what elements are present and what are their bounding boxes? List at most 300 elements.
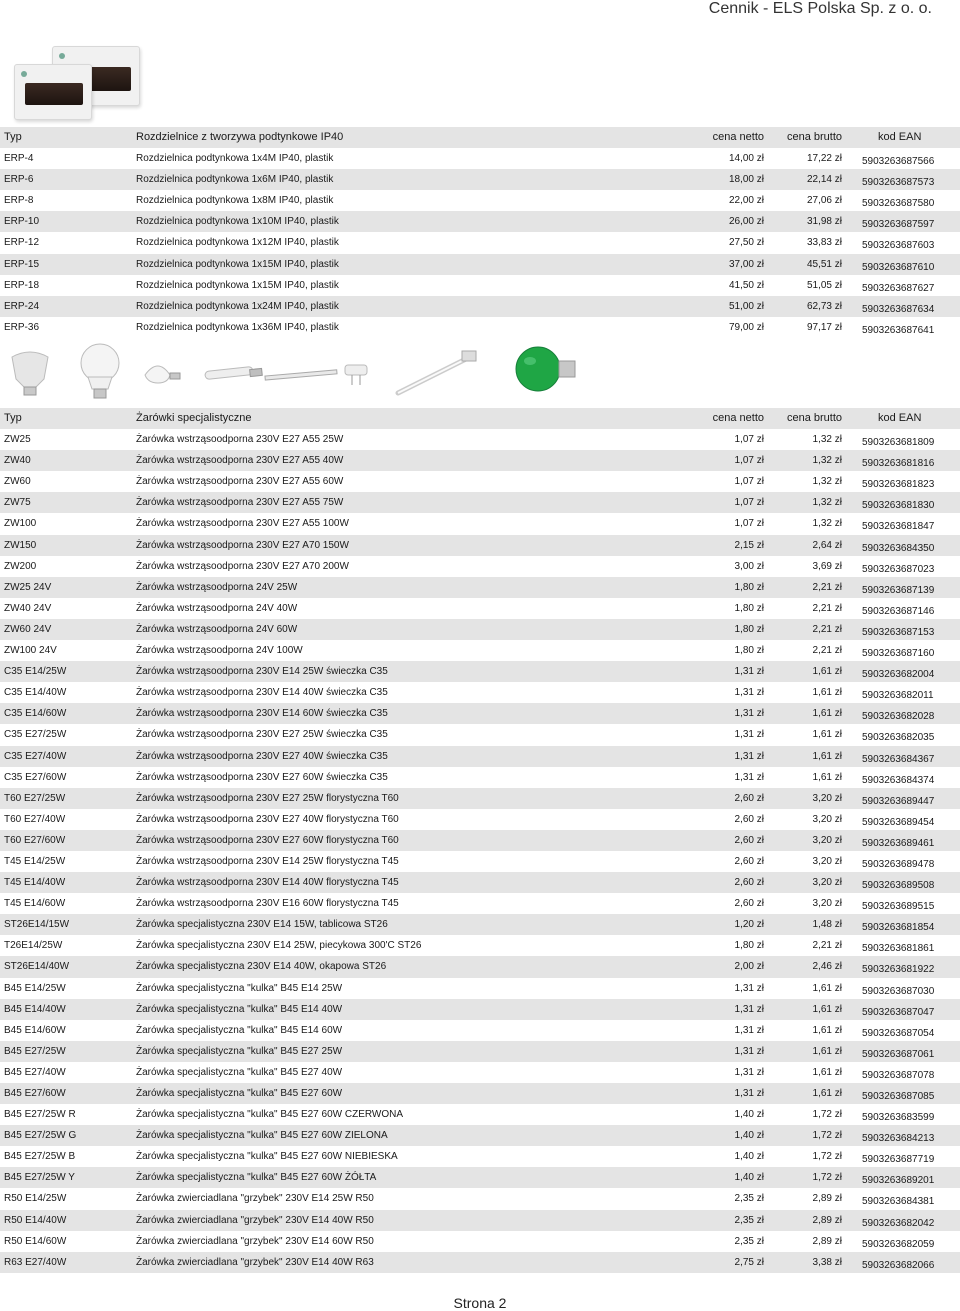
cell-name: Rozdzielnica podtynkowa 1x12M IP40, plastik	[136, 237, 339, 249]
cell-net: 26,00 zł	[728, 216, 764, 228]
cell-net: 1,07 zł	[734, 476, 764, 488]
table-row	[0, 513, 960, 534]
table-header-row	[0, 408, 960, 429]
header-ean: kod EAN	[878, 412, 922, 424]
cell-net: 2,60 zł	[734, 792, 764, 804]
cell-net: 1,07 zł	[734, 434, 764, 446]
cell-type: ZW60 24V	[4, 623, 52, 635]
cell-name: Żarówka specjalistyczna "kulka" B45 E27 60W NIEBIESKA	[136, 1151, 398, 1163]
table-row	[0, 492, 960, 513]
cell-net: 1,31 zł	[734, 687, 764, 699]
special-bulbs-table	[0, 408, 960, 1273]
cell-gross: 31,98 zł	[806, 216, 842, 228]
cell-gross: 1,61 zł	[812, 771, 842, 783]
distribution-box-photo	[0, 40, 140, 125]
cell-net: 1,07 zł	[734, 497, 764, 509]
cell-net: 1,80 zł	[734, 645, 764, 657]
cell-type: ZW60	[4, 476, 31, 488]
cell-ean: 5903263689478	[862, 858, 935, 870]
cell-type: B45 E27/25W	[4, 1045, 66, 1057]
cell-gross: 3,20 zł	[812, 813, 842, 825]
table-row	[0, 703, 960, 724]
cell-type: B45 E14/25W	[4, 982, 66, 994]
table-row	[0, 535, 960, 556]
cell-net: 1,80 zł	[734, 940, 764, 952]
cell-gross: 3,20 zł	[812, 877, 842, 889]
cell-ean: 5903263687566	[862, 156, 935, 168]
table-row	[0, 556, 960, 577]
cell-type: ZW25	[4, 434, 31, 446]
cell-type: ZW40 24V	[4, 602, 52, 614]
cell-net: 1,20 zł	[734, 919, 764, 931]
cell-type: B45 E27/25W G	[4, 1130, 77, 1142]
cell-ean: 5903263682042	[862, 1217, 935, 1229]
table-row	[0, 577, 960, 598]
candle-bulb-icon	[145, 366, 180, 383]
cell-type: ZW25 24V	[4, 581, 52, 593]
cell-gross: 1,72 zł	[812, 1130, 842, 1142]
table-row	[0, 1041, 960, 1062]
cell-name: Żarówka wstrząsoodporna 230V E27 A70 150W	[136, 539, 349, 551]
cell-gross: 1,72 zł	[812, 1151, 842, 1163]
table-row	[0, 275, 960, 296]
table-header-row	[0, 127, 960, 148]
table-row	[0, 317, 960, 338]
cell-net: 2,35 zł	[734, 1214, 764, 1226]
cell-name: Żarówka wstrząsoodporna 230V E14 40W florystyczna T45	[136, 877, 399, 889]
cell-ean: 5903263684213	[862, 1133, 935, 1145]
cell-ean: 5903263687641	[862, 324, 935, 336]
cell-type: R50 E14/25W	[4, 1193, 67, 1205]
cell-ean: 5903263682011	[862, 690, 934, 702]
cell-type: ZW150	[4, 539, 37, 551]
cell-name: Żarówka specjalistyczna "kulka" B45 E27 60W ZIELONA	[136, 1130, 388, 1142]
cell-type: ERP-10	[4, 216, 40, 228]
cell-ean: 5903263687047	[862, 1006, 935, 1018]
table-row	[0, 1146, 960, 1167]
cell-net: 2,60 zł	[734, 834, 764, 846]
cell-gross: 3,69 zł	[812, 560, 842, 572]
cell-net: 1,80 zł	[734, 623, 764, 635]
cell-net: 27,50 zł	[728, 237, 764, 249]
table-row	[0, 450, 960, 471]
table-row	[0, 809, 960, 830]
cell-type: C35 E14/60W	[4, 708, 67, 720]
cell-name: Rozdzielnica podtynkowa 1x24M IP40, plastik	[136, 300, 339, 312]
cell-type: B45 E14/40W	[4, 1003, 66, 1015]
header-gross: cena brutto	[786, 412, 842, 424]
cell-name: Żarówka wstrząsoodporna 230V E27 A55 25W	[136, 434, 344, 446]
cell-gross: 33,83 zł	[806, 237, 842, 249]
cell-gross: 45,51 zł	[806, 258, 842, 270]
cell-name: Żarówka specjalistyczna "kulka" B45 E14 40W	[136, 1003, 343, 1015]
cell-name: Żarówka wstrząsoodporna 230V E27 40W świeczka C35	[136, 750, 388, 762]
cell-net: 79,00 zł	[728, 321, 764, 333]
cell-type: ERP-6	[4, 174, 34, 186]
cell-name: Żarówka wstrząsoodporna 24V 25W	[136, 581, 298, 593]
cell-gross: 1,61 zł	[812, 1088, 842, 1099]
cell-net: 1,40 zł	[734, 1130, 764, 1142]
cell-type: ST26E14/15W	[4, 919, 70, 931]
cell-ean: 5903263687078	[862, 1069, 935, 1081]
cell-gross: 1,32 zł	[812, 497, 842, 509]
cell-net: 1,31 zł	[734, 750, 764, 762]
table-row	[0, 1210, 960, 1231]
cell-ean: 5903263687610	[862, 261, 935, 273]
cell-name: Żarówka specjalistyczna "kulka" B45 E14 25W	[136, 982, 343, 994]
cell-name: Żarówka zwierciadlana "grzybek" 230V E14 40W R50	[136, 1214, 374, 1226]
cell-gross: 2,89 zł	[812, 1214, 842, 1226]
cell-type: B45 E27/25W Y	[4, 1172, 75, 1184]
cell-ean: 5903263687153	[862, 626, 935, 638]
cell-net: 1,31 zł	[734, 666, 764, 678]
table-row	[0, 296, 960, 317]
cell-net: 1,31 zł	[734, 1088, 764, 1099]
cell-gross: 51,05 zł	[806, 279, 842, 291]
cell-gross: 62,73 zł	[806, 300, 842, 312]
table-row	[0, 830, 960, 851]
cell-gross: 22,14 zł	[806, 174, 842, 186]
cell-gross: 2,21 zł	[812, 602, 842, 614]
cell-name: Żarówka specjalistyczna "kulka" B45 E14 60W	[136, 1024, 343, 1036]
cell-name: Żarówka wstrząsoodporna 230V E27 A55 40W	[136, 455, 344, 467]
cell-ean: 5903263689508	[862, 880, 935, 892]
cell-name: Żarówka wstrząsoodporna 24V 60W	[136, 623, 298, 635]
linear-halogen-icon	[265, 370, 337, 380]
cell-net: 1,40 zł	[734, 1172, 764, 1184]
cell-name: Żarówka specjalistyczna "kulka" B45 E27 25W	[136, 1045, 343, 1057]
cell-type: ERP-18	[4, 279, 40, 291]
cell-net: 1,40 zł	[734, 1109, 764, 1121]
table-row	[0, 893, 960, 914]
cell-type: B45 E27/60W	[4, 1088, 66, 1099]
cell-ean: 5903263689454	[862, 816, 935, 828]
cell-type: R50 E14/40W	[4, 1214, 67, 1226]
table-row	[0, 1083, 960, 1104]
cell-gross: 3,20 zł	[812, 855, 842, 867]
cell-gross: 1,61 zł	[812, 1045, 842, 1057]
cell-name: Żarówka wstrząsoodporna 24V 40W	[136, 602, 298, 614]
cell-gross: 3,20 zł	[812, 792, 842, 804]
table-row	[0, 999, 960, 1020]
cell-name: Żarówka specjalistyczna "kulka" B45 E27 60W ŻÓŁTA	[136, 1172, 377, 1184]
cell-name: Żarówka wstrząsoodporna 230V E27 60W świeczka C35	[136, 771, 388, 783]
cell-ean: 5903263684350	[862, 542, 935, 554]
cell-name: Rozdzielnica podtynkowa 1x10M IP40, plastik	[136, 216, 339, 228]
reflector-bulb-icon	[12, 352, 48, 395]
cell-net: 2,75 zł	[734, 1256, 764, 1268]
cell-net: 18,00 zł	[728, 174, 764, 186]
tube-bulb-icon	[205, 367, 263, 380]
cell-type: C35 E14/40W	[4, 687, 67, 699]
cell-name: Żarówka wstrząsoodporna 230V E16 60W florystyczna T45	[136, 898, 399, 910]
cell-gross: 2,89 zł	[812, 1235, 842, 1247]
cell-net: 1,07 zł	[734, 518, 764, 530]
distribution-boxes-table	[0, 127, 960, 338]
cell-ean: 5903263687085	[862, 1091, 935, 1102]
cell-net: 22,00 zł	[728, 195, 764, 207]
cell-type: ERP-12	[4, 237, 40, 249]
table-row	[0, 1020, 960, 1041]
cell-ean: 5903263687054	[862, 1027, 935, 1039]
cell-ean: 5903263682028	[862, 711, 935, 723]
cell-name: Żarówka specjalistyczna "kulka" B45 E27 60W CZERWONA	[136, 1109, 404, 1121]
cell-net: 1,80 zł	[734, 581, 764, 593]
cell-name: Żarówka zwierciadlana "grzybek" 230V E14 25W R50	[136, 1193, 374, 1205]
table-row	[0, 640, 960, 661]
cell-ean: 5903263689201	[862, 1175, 935, 1187]
cell-net: 51,00 zł	[728, 300, 764, 312]
cell-net: 1,31 zł	[734, 1003, 764, 1015]
document-title: Cennik - ELS Polska Sp. z o. o.	[708, 0, 932, 17]
cell-type: ST26E14/40W	[4, 961, 70, 973]
cell-name: Żarówka wstrząsoodporna 230V E27 25W świeczka C35	[136, 729, 388, 741]
cell-name: Żarówka wstrząsoodporna 230V E27 25W florystyczna T60	[136, 792, 399, 804]
page-number: Strona 2	[453, 1295, 507, 1311]
cell-name: Żarówka specjalistyczna 230V E14 15W, tablicowa ST26	[136, 919, 388, 931]
cell-ean: 5903263681823	[862, 479, 935, 491]
cell-ean: 5903263687597	[862, 219, 935, 231]
cell-name: Żarówka wstrząsoodporna 230V E27 60W florystyczna T60	[136, 834, 399, 846]
cell-type: C35 E14/25W	[4, 666, 67, 678]
table-row	[0, 1167, 960, 1188]
cell-type: B45 E27/40W	[4, 1066, 66, 1078]
cell-ean: 5903263684367	[862, 753, 935, 765]
cell-net: 2,35 zł	[734, 1235, 764, 1247]
cell-type: T45 E14/25W	[4, 855, 66, 867]
cell-net: 2,60 zł	[734, 877, 764, 889]
table-row	[0, 851, 960, 872]
cell-net: 2,15 zł	[734, 539, 764, 551]
cell-net: 1,31 zł	[734, 729, 764, 741]
cell-gross: 1,61 zł	[812, 708, 842, 720]
table-row	[0, 767, 960, 788]
table-row	[0, 914, 960, 935]
table-row	[0, 724, 960, 745]
cell-gross: 2,64 zł	[812, 539, 842, 551]
table-row	[0, 1104, 960, 1125]
cell-type: ERP-15	[4, 258, 40, 270]
cell-name: Żarówka specjalistyczna "kulka" B45 E27 60W	[136, 1088, 343, 1099]
cell-type: ERP-24	[4, 300, 40, 312]
cell-name: Żarówka wstrząsoodporna 230V E27 A70 200W	[136, 560, 349, 572]
header-gross: cena brutto	[786, 131, 842, 143]
special-bulbs-photo	[0, 343, 600, 403]
cell-ean: 5903263684381	[862, 1196, 935, 1208]
cell-gross: 2,21 zł	[812, 940, 842, 952]
cell-ean: 5903263687573	[862, 177, 935, 189]
cell-type: ERP-4	[4, 153, 34, 165]
cell-type: T60 E27/25W	[4, 792, 66, 804]
green-ball-bulb-icon	[516, 347, 575, 391]
cell-gross: 1,32 zł	[812, 434, 842, 446]
table-row	[0, 1062, 960, 1083]
header-name: Rozdzielnice z tworzywa podtynkowe IP40	[136, 131, 344, 143]
cell-gross: 1,61 zł	[812, 687, 842, 699]
cell-net: 1,31 zł	[734, 708, 764, 720]
table-row	[0, 682, 960, 703]
cell-gross: 3,20 zł	[812, 898, 842, 910]
cell-ean: 5903263687719	[862, 1154, 935, 1166]
cell-type: ZW100 24V	[4, 645, 57, 657]
cell-ean: 5903263687160	[862, 648, 935, 660]
cell-name: Żarówka wstrząsoodporna 230V E14 25W florystyczna T45	[136, 855, 399, 867]
cell-name: Żarówka wstrząsoodporna 230V E27 40W florystyczna T60	[136, 813, 399, 825]
cell-type: T60 E27/60W	[4, 834, 66, 846]
cell-gross: 17,22 zł	[806, 153, 842, 165]
cell-net: 2,60 zł	[734, 898, 764, 910]
cell-ean: 5903263684374	[862, 774, 935, 786]
cell-ean: 5903263682066	[862, 1259, 935, 1271]
cell-gross: 1,72 zł	[812, 1172, 842, 1184]
cell-name: Żarówka wstrząsoodporna 230V E27 A55 75W	[136, 497, 344, 509]
cell-ean: 5903263687061	[862, 1048, 935, 1060]
classic-bulb-icon	[81, 344, 119, 398]
table-row	[0, 598, 960, 619]
table-row	[0, 169, 960, 190]
cell-type: ZW200	[4, 560, 37, 572]
cell-gross: 1,32 zł	[812, 518, 842, 530]
cell-ean: 5903263689515	[862, 901, 935, 913]
cell-type: T26E14/25W	[4, 940, 63, 952]
cell-ean: 5903263687627	[862, 282, 935, 294]
cell-gross: 3,20 zł	[812, 834, 842, 846]
cell-net: 14,00 zł	[728, 153, 764, 165]
cell-gross: 27,06 zł	[806, 195, 842, 207]
cell-gross: 1,32 zł	[812, 476, 842, 488]
cell-ean: 5903263687146	[862, 605, 935, 617]
cell-net: 1,31 zł	[734, 1066, 764, 1078]
cell-gross: 1,61 zł	[812, 666, 842, 678]
table-row	[0, 1125, 960, 1146]
cell-ean: 5903263687580	[862, 198, 935, 210]
cell-ean: 5903263681922	[862, 964, 935, 976]
table-row	[0, 1252, 960, 1273]
cell-name: Rozdzielnica podtynkowa 1x15M IP40, plastik	[136, 258, 339, 270]
cell-net: 1,31 zł	[734, 1045, 764, 1057]
cell-ean: 5903263681847	[862, 521, 935, 533]
cell-name: Rozdzielnica podtynkowa 1x8M IP40, plastik	[136, 195, 334, 207]
header-type: Typ	[4, 412, 22, 424]
table-row	[0, 746, 960, 767]
capsule-bulb-icon	[345, 365, 367, 385]
table-row	[0, 190, 960, 211]
cell-net: 2,00 zł	[734, 961, 764, 973]
cell-net: 1,31 zł	[734, 771, 764, 783]
cell-type: B45 E14/60W	[4, 1024, 66, 1036]
table-row	[0, 935, 960, 956]
header-net: cena netto	[712, 412, 764, 424]
cell-net: 1,80 zł	[734, 602, 764, 614]
cell-name: Żarówka wstrząsoodporna 230V E14 40W świeczka C35	[136, 687, 388, 699]
header-type: Typ	[4, 131, 22, 143]
cell-type: R50 E14/60W	[4, 1235, 67, 1247]
cell-net: 2,60 zł	[734, 855, 764, 867]
table-row	[0, 254, 960, 275]
cell-gross: 2,89 zł	[812, 1193, 842, 1205]
cell-type: ZW75	[4, 497, 31, 509]
cell-net: 1,31 zł	[734, 1024, 764, 1036]
cell-type: C35 E27/40W	[4, 750, 67, 762]
cell-type: ERP-8	[4, 195, 34, 207]
cell-name: Żarówka specjalistyczna 230V E14 40W, okapowa ST26	[136, 961, 387, 973]
cell-name: Rozdzielnica podtynkowa 1x15M IP40, plastik	[136, 279, 339, 291]
cell-name: Żarówka zwierciadlana "grzybek" 230V E14 40W R63	[136, 1256, 374, 1268]
cell-net: 37,00 zł	[728, 258, 764, 270]
cell-gross: 1,72 zł	[812, 1109, 842, 1121]
cell-gross: 2,21 zł	[812, 581, 842, 593]
cell-name: Żarówka wstrząsoodporna 230V E27 A55 100W	[136, 518, 349, 530]
cell-gross: 1,61 zł	[812, 982, 842, 994]
cell-type: T45 E14/60W	[4, 898, 66, 910]
cell-type: ZW100	[4, 518, 37, 530]
table-row	[0, 148, 960, 169]
cell-ean: 5903263681830	[862, 500, 935, 512]
cell-gross: 1,61 zł	[812, 1003, 842, 1015]
cell-gross: 1,61 zł	[812, 750, 842, 762]
cell-net: 41,50 zł	[728, 279, 764, 291]
cell-ean: 5903263687023	[862, 563, 935, 575]
cell-ean: 5903263687139	[862, 584, 935, 596]
cell-net: 3,00 zł	[734, 560, 764, 572]
cell-type: B45 E27/25W R	[4, 1109, 76, 1121]
cell-ean: 5903263682004	[862, 669, 935, 681]
cell-name: Żarówka wstrząsoodporna 230V E14 60W świeczka C35	[136, 708, 388, 720]
cell-gross: 1,61 zł	[812, 729, 842, 741]
table-row	[0, 619, 960, 640]
cell-name: Rozdzielnica podtynkowa 1x6M IP40, plastik	[136, 174, 334, 186]
cell-gross: 2,46 zł	[812, 961, 842, 973]
cell-name: Żarówka wstrząsoodporna 230V E14 25W świeczka C35	[136, 666, 388, 678]
cell-name: Żarówka wstrząsoodporna 24V 100W	[136, 645, 303, 657]
cell-name: Rozdzielnica podtynkowa 1x4M IP40, plastik	[136, 153, 334, 165]
cell-gross: 97,17 zł	[806, 321, 842, 333]
cell-ean: 5903263687603	[862, 240, 935, 252]
header-net: cena netto	[712, 131, 764, 143]
cell-type: ZW40	[4, 455, 31, 467]
cell-type: T45 E14/40W	[4, 877, 66, 889]
cell-name: Żarówka zwierciadlana "grzybek" 230V E14 60W R50	[136, 1235, 374, 1247]
cell-type: B45 E27/25W B	[4, 1151, 76, 1163]
cell-gross: 1,48 zł	[812, 919, 842, 931]
cell-ean: 5903263681854	[862, 922, 935, 934]
table-row	[0, 788, 960, 809]
cell-type: T60 E27/40W	[4, 813, 66, 825]
cell-name: Żarówka specjalistyczna "kulka" B45 E27 40W	[136, 1066, 343, 1078]
cell-gross: 1,61 zł	[812, 1066, 842, 1078]
cell-net: 1,31 zł	[734, 982, 764, 994]
table-row	[0, 956, 960, 977]
cell-type: R63 E27/40W	[4, 1256, 67, 1268]
cell-gross: 1,32 zł	[812, 455, 842, 467]
cell-ean: 5903263687030	[862, 985, 935, 997]
cell-type: ERP-36	[4, 321, 40, 333]
cell-name: Żarówka wstrząsoodporna 230V E27 A55 60W	[136, 476, 344, 488]
table-row	[0, 232, 960, 253]
cell-ean: 5903263687634	[862, 303, 935, 315]
cell-gross: 3,38 zł	[812, 1256, 842, 1268]
table-row	[0, 211, 960, 232]
cell-ean: 5903263681816	[862, 458, 935, 470]
table-row	[0, 978, 960, 999]
table-row	[0, 661, 960, 682]
cell-ean: 5903263689461	[862, 837, 935, 849]
header-ean: kod EAN	[878, 131, 922, 143]
cell-name: Rozdzielnica podtynkowa 1x36M IP40, plastik	[136, 321, 339, 333]
cell-ean: 5903263683599	[862, 1112, 935, 1124]
cell-gross: 2,21 zł	[812, 645, 842, 657]
oven-tube-bulb-icon	[398, 351, 476, 393]
